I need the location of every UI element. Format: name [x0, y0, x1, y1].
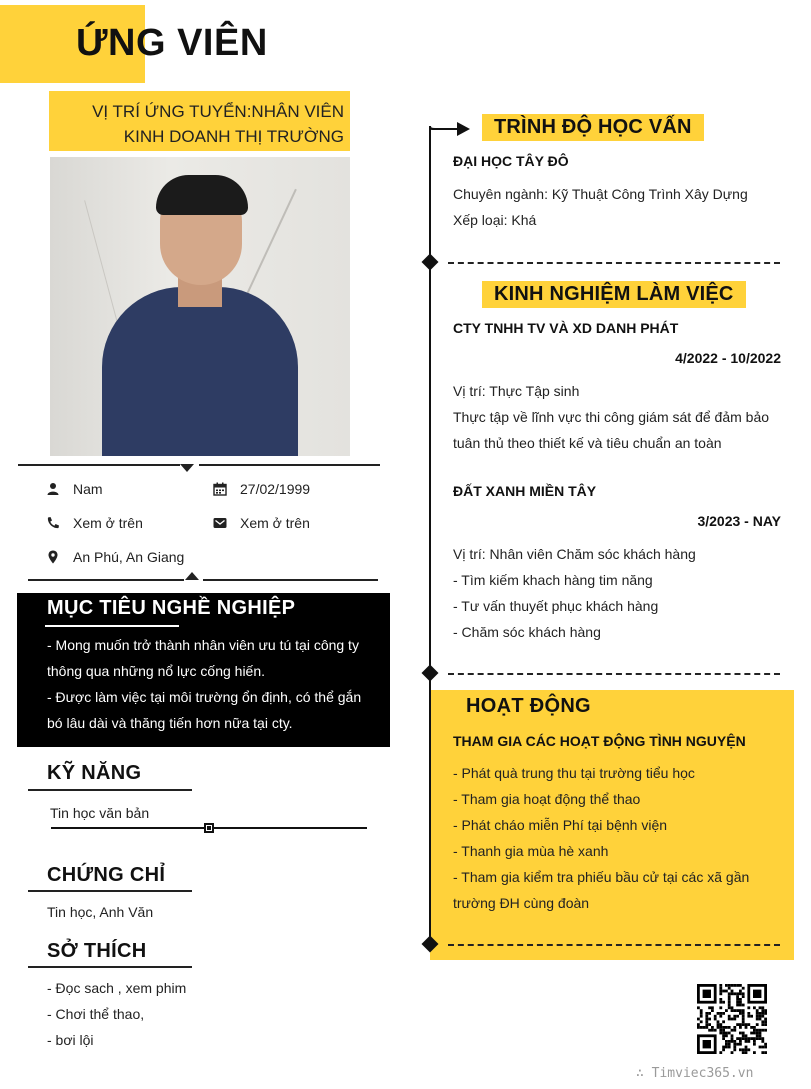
info-divider-bottom-left: [28, 579, 184, 581]
hobby-item: - Chơi thể thao,: [47, 1006, 145, 1022]
candidate-photo: [50, 157, 350, 456]
info-address: [46, 549, 184, 565]
info-divider-top-left: [18, 464, 180, 466]
page-title: ỨNG VIÊN: [76, 22, 268, 64]
birthday-value: 27/02/1999: [240, 481, 311, 497]
experience-title: KINH NGHIỆM LÀM VIỆC: [482, 281, 746, 308]
job-line: Thực tập về lĩnh vực thi công giám sát để đảm bảo: [453, 409, 770, 425]
watermark-text: ∴ Timviec365.vn: [636, 1066, 754, 1081]
address-value: An Phú, An Giang: [73, 549, 185, 565]
objective-line: bó lâu dài và thăng tiến hơn nữa tại cty.: [47, 715, 293, 731]
job-description: [453, 541, 781, 645]
info-birthday: [213, 481, 310, 497]
section-divider: [448, 944, 780, 946]
certificates-title: CHỨNG CHỈ: [47, 864, 166, 886]
info-gender: [46, 481, 103, 497]
activity-item: - Thanh gia mùa hè xanh: [453, 843, 609, 859]
objective-line: - Mong muốn trở thành nhân viên ưu tú tại công ty: [47, 637, 359, 653]
objective-text: [47, 632, 368, 736]
hobbies-title: SỞ THÍCH: [47, 940, 147, 962]
info-divider-arrow-down: [180, 464, 194, 472]
info-divider-top-right: [199, 464, 380, 466]
education-details: [453, 181, 748, 233]
activities-list: [453, 760, 781, 916]
job-period: 4/2022 - 10/2022: [675, 350, 781, 366]
timeline-arrow-icon: [429, 118, 473, 138]
hobby-item: - Đọc sach , xem phim: [47, 980, 187, 996]
job-line: tuân thủ theo thiết kế và tiêu chuẩn an toàn: [453, 435, 722, 451]
timeline-dot: [422, 254, 439, 271]
email-value: Xem ở trên: [240, 515, 310, 531]
job-line: - Chăm sóc khách hàng: [453, 624, 601, 640]
activities-title: HOẠT ĐỘNG: [466, 695, 591, 717]
job-period: 3/2023 - NAY: [697, 513, 781, 529]
hobbies-underline: [28, 966, 192, 968]
gender-value: Nam: [73, 481, 103, 497]
position-line-2: KINH DOANH THỊ TRƯỜNG: [123, 127, 344, 146]
skills-title: KỸ NĂNG: [47, 762, 142, 784]
job-line: Vị trí: Thực Tập sinh: [453, 383, 580, 399]
job-line: Vị trí: Nhân viên Chăm sóc khách hàng: [453, 546, 696, 562]
info-divider-bottom-right: [203, 579, 378, 581]
hobby-item: - bơi lội: [47, 1032, 94, 1048]
qr-code: [697, 984, 767, 1054]
career-objective-box: [17, 593, 390, 747]
certificates-text: Tin học, Anh Văn: [47, 904, 154, 920]
education-major: Chuyên ngành: Kỹ Thuật Công Trình Xây Dựng: [453, 186, 748, 202]
hobbies-list: [47, 975, 186, 1053]
user-icon: [46, 482, 60, 496]
activity-item: - Tham gia hoạt động thể thao: [453, 791, 641, 807]
objective-title: MỤC TIÊU NGHỀ NGHIỆP: [47, 597, 296, 619]
objective-underline: [45, 625, 179, 627]
phone-icon: [46, 516, 60, 530]
activity-item: trường ĐH cùng đoàn: [453, 895, 590, 911]
education-grade: Xếp loại: Khá: [453, 212, 537, 228]
job-company: CTY TNHH TV VÀ XD DANH PHÁT: [453, 320, 679, 336]
position-box: [49, 91, 350, 151]
education-school: ĐẠI HỌC TÂY ĐÔ: [453, 153, 569, 169]
job-description: [453, 378, 781, 456]
objective-line: thông qua những nổ lực cống hiến.: [47, 663, 266, 679]
map-marker-icon: [46, 550, 60, 564]
job-line: - Tìm kiếm khach hàng tim năng: [453, 572, 653, 588]
activity-item: - Tham gia kiểm tra phiếu bầu cử tại các xã gần: [453, 869, 750, 885]
section-divider: [448, 673, 780, 675]
skill-level-knob: [204, 823, 214, 833]
info-phone: [46, 515, 143, 531]
activity-item: - Phát cháo miễn Phí tại bệnh viện: [453, 817, 668, 833]
job-company: ĐẤT XANH MIỀN TÂY: [453, 483, 597, 499]
mail-icon: [213, 516, 227, 530]
activity-item: - Phát quà trung thu tại trường tiểu học: [453, 765, 695, 781]
job-line: - Tư vấn thuyết phục khách hàng: [453, 598, 659, 614]
phone-value: Xem ở trên: [73, 515, 143, 531]
position-line-1: VỊ TRÍ ỨNG TUYỂN:NHÂN VIÊN: [92, 102, 344, 121]
timeline-dot: [422, 665, 439, 682]
section-divider: [448, 262, 780, 264]
skill-name: Tin học văn bản: [50, 805, 150, 821]
certificates-underline: [28, 890, 192, 892]
skills-underline: [28, 789, 192, 791]
info-divider-arrow-up: [185, 572, 199, 580]
calendar-icon: [213, 482, 227, 496]
education-title: TRÌNH ĐỘ HỌC VẤN: [482, 114, 704, 141]
info-email: [213, 515, 310, 531]
activities-subtitle: THAM GIA CÁC HOẠT ĐỘNG TÌNH NGUYỆN: [453, 733, 746, 749]
objective-line: - Được làm việc tại môi trường ổn định, có thể gắn: [47, 689, 362, 705]
